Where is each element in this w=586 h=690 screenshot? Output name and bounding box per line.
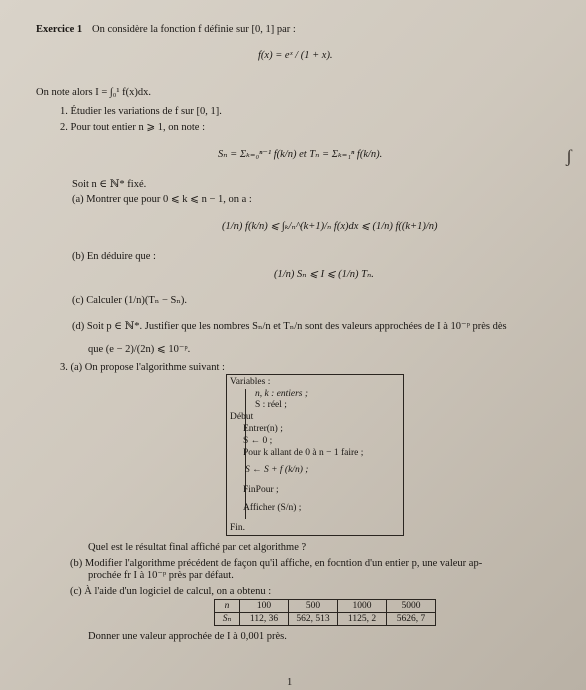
pencil-mark-icon: ʃ bbox=[566, 146, 572, 166]
algo-line: Début bbox=[230, 412, 254, 422]
table-cell: 1000 bbox=[338, 600, 387, 613]
algo-line: Pour k allant de 0 à n − 1 faire ; bbox=[243, 448, 364, 458]
soit-n: Soit n ∈ ℕ* fixé. bbox=[72, 179, 147, 190]
question-3c: (c) À l'aide d'un logiciel de calcul, on a obtenu : bbox=[70, 586, 272, 597]
algo-line: Entrer(n) ; bbox=[243, 424, 283, 434]
inequality-b: (1/n) Sₙ ⩽ I ⩽ (1/n) Tₙ. bbox=[274, 269, 374, 280]
table-header-sn: Sₙ bbox=[215, 613, 240, 626]
question-2a: (a) Montrer que pour 0 ⩽ k ⩽ n − 1, on a : bbox=[72, 194, 252, 205]
sums-definition: Sₙ = Σₖ₌₀ⁿ⁻¹ f(k/n) et Tₙ = Σₖ₌₁ⁿ f(k/n). bbox=[218, 149, 383, 160]
question-2: 2. Pour tout entier n ⩾ 1, on note : bbox=[60, 122, 205, 133]
table-cell: 1125, 2 bbox=[338, 613, 387, 626]
table-cell: 100 bbox=[240, 600, 289, 613]
algo-line: S : réel ; bbox=[255, 400, 287, 410]
algo-line: Variables : bbox=[230, 377, 271, 387]
question-2b: (b) En déduire que : bbox=[72, 251, 156, 262]
question-2c: (c) Calculer (1/n)(Tₙ − Sₙ). bbox=[72, 295, 188, 306]
table-cell: 500 bbox=[289, 600, 338, 613]
table-cell: 112, 36 bbox=[240, 613, 289, 626]
table-row bbox=[215, 600, 436, 613]
table-row bbox=[215, 613, 436, 626]
question-2d-line2: que (e − 2)/(2n) ⩽ 10⁻ᵖ. bbox=[88, 344, 191, 355]
values-table bbox=[214, 599, 436, 626]
integral-definition: On note alors I = ∫₀¹ f(x)dx. bbox=[36, 87, 152, 98]
formula-f: f(x) = eˣ / (1 + x). bbox=[258, 50, 333, 61]
algo-line: S ← 0 ; bbox=[243, 436, 273, 446]
question-3a: 3. (a) On propose l'algorithme suivant : bbox=[60, 362, 225, 373]
algo-line: Afficher (S/n) ; bbox=[243, 503, 302, 513]
table-cell: 5000 bbox=[387, 600, 436, 613]
question-3b-line1: (b) Modifier l'algorithme précédent de façon qu'il affiche, en focntion d'un entier p, une valeur ap- bbox=[70, 558, 483, 569]
question-3a-ask: Quel est le résultat final affiché par cet algorithme ? bbox=[88, 542, 307, 553]
inequality-a: (1/n) f(k/n) ⩽ ∫ₖ/ₙ^(k+1)/ₙ f(x)dx ⩽ (1/n) f((k+1)/n) bbox=[222, 221, 438, 232]
algo-line: S ← S + f (k/n) ; bbox=[245, 465, 309, 475]
table-header-n: n bbox=[215, 600, 240, 613]
exercise-title: Exercice 1 bbox=[36, 24, 83, 35]
algo-line: Fin. bbox=[230, 523, 246, 533]
exercise-intro: On considère la fonction f définie sur [0, 1] par : bbox=[92, 24, 296, 35]
page-number: 1 bbox=[287, 677, 293, 688]
algo-line: n, k : entiers ; bbox=[255, 389, 309, 399]
question-3b-line2: prochée fr I à 10⁻ᵖ près par défaut. bbox=[88, 570, 234, 581]
question-1: 1. Étudier les variations de f sur [0, 1]. bbox=[60, 106, 222, 117]
question-3c-ask: Donner une valeur approchée de I à 0,001 près. bbox=[88, 631, 287, 642]
table-cell: 562, 513 bbox=[289, 613, 338, 626]
algo-line: FinPour ; bbox=[243, 485, 279, 495]
algorithm-box bbox=[226, 374, 404, 536]
question-2d-line1: (d) Soit p ∈ ℕ*. Justifier que les nombres Sₙ/n et Tₙ/n sont des valeurs approchées de I à 10⁻ᵖ près dès bbox=[72, 321, 507, 332]
table-cell: 5626, 7 bbox=[387, 613, 436, 626]
